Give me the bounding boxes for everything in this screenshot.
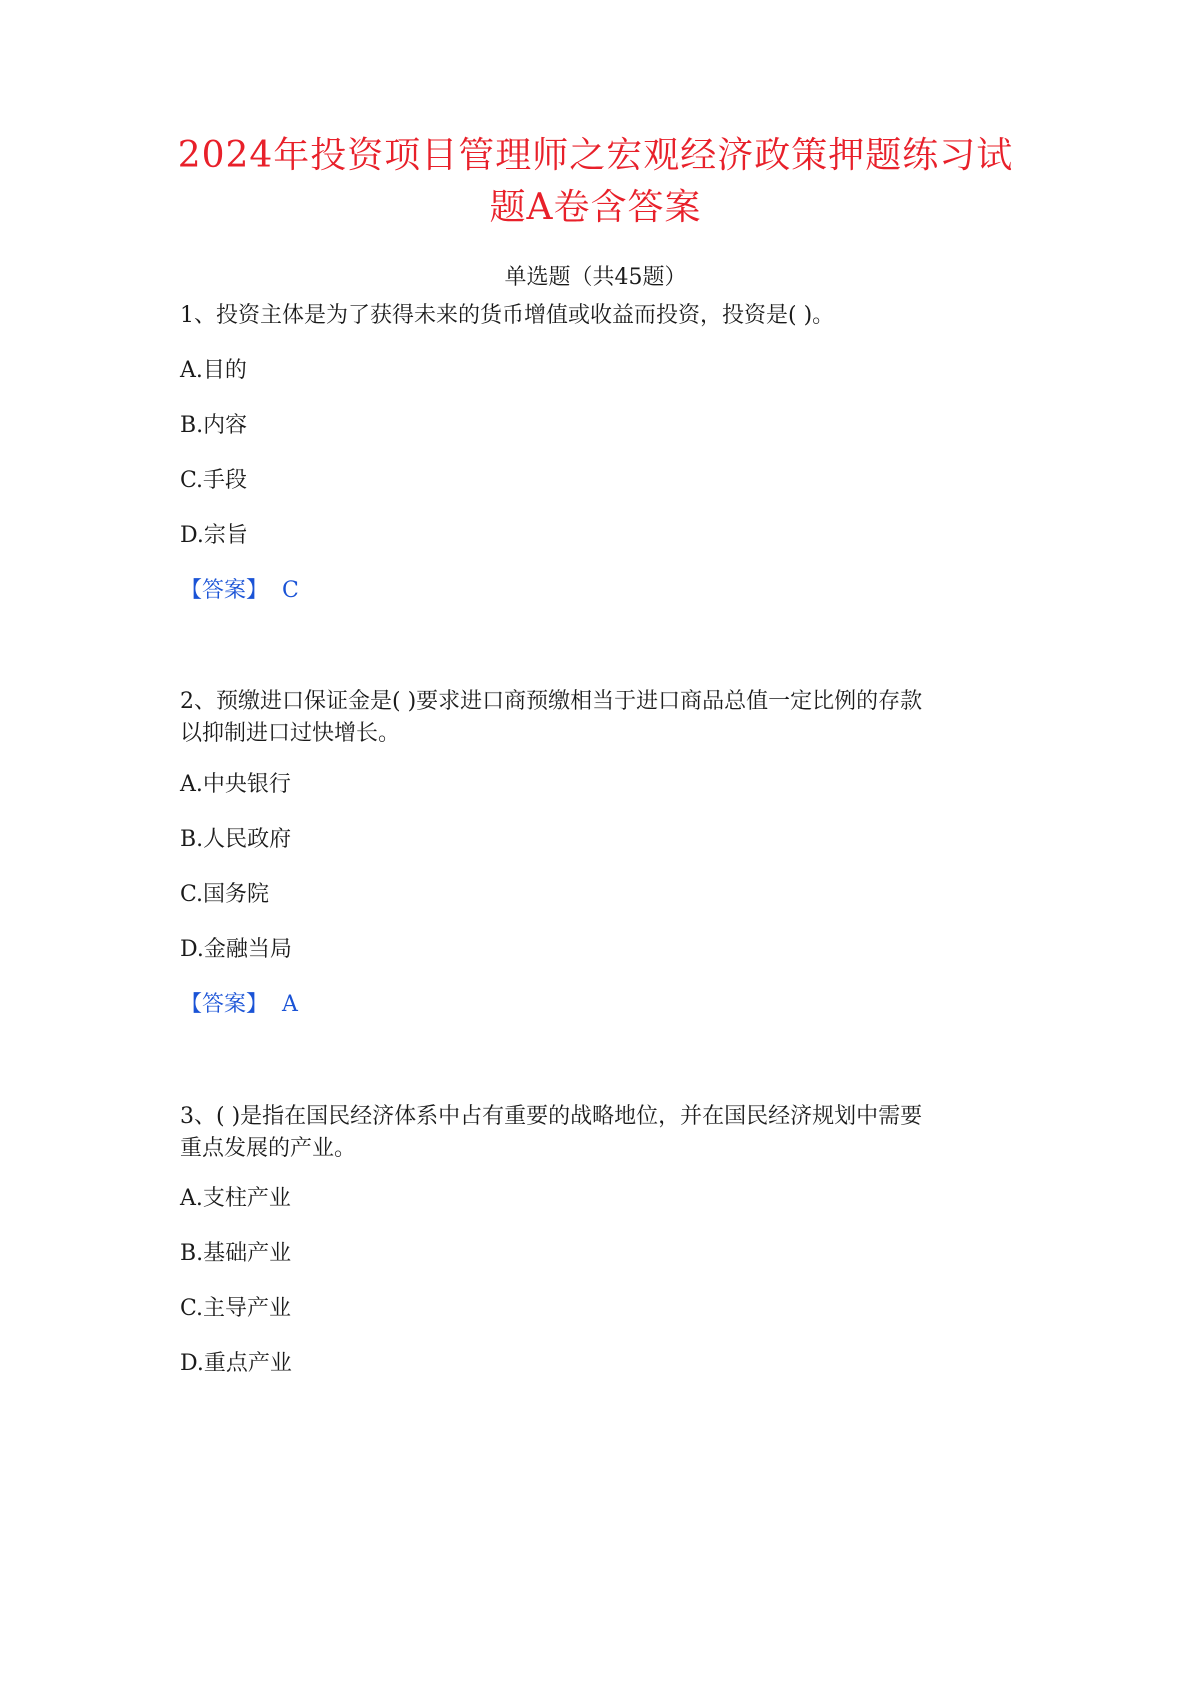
question-3-option-d: D.重点产业 [180,1351,292,1376]
answer-tag: 【答案】 [180,578,269,603]
question-2-text: 2、预缴进口保证金是( )要求进口商预缴相当于进口商品总值一定比例的存款 以抑制进口过快增长。 [180,689,923,746]
answer-tag: 【答案】 [180,992,269,1017]
title-line-1: 2024年投资项目管理师之宏观经济政策押题练习试 [177,135,1014,176]
question-1-option-b: B.内容 [180,413,248,438]
question-3-text: 3、( )是指在国民经济体系中占有重要的战略地位，并在国民经济规划中需要 重点发展的产业。 [180,1104,923,1161]
question-1-option-d: D.宗旨 [180,523,248,548]
question-3-option-b: B.基础产业 [180,1241,292,1266]
question-2-option-d: D.金融当局 [180,937,292,962]
question-3-option-c: C.主导产业 [180,1296,292,1321]
question-1-text: 1、投资主体是为了获得未来的货币增值或收益而投资，投资是( )。 [180,303,835,328]
answer-value: C [282,578,299,603]
question-1-option-c: C.手段 [180,468,248,493]
question-2-option-b: B.人民政府 [180,827,292,852]
question-1-option-a: A.目的 [180,358,247,383]
title-line-2: 题A卷含答案 [489,187,702,228]
document-title [150,130,1041,234]
question-1-answer [180,576,299,606]
section-heading: 单选题（共45题） [504,265,687,290]
question-3-option-a: A.支柱产业 [180,1186,291,1211]
question-2-option-a: A.中央银行 [180,772,291,797]
question-2-answer [180,990,298,1020]
question-2-option-c: C.国务院 [180,882,270,907]
answer-value: A [282,992,298,1017]
